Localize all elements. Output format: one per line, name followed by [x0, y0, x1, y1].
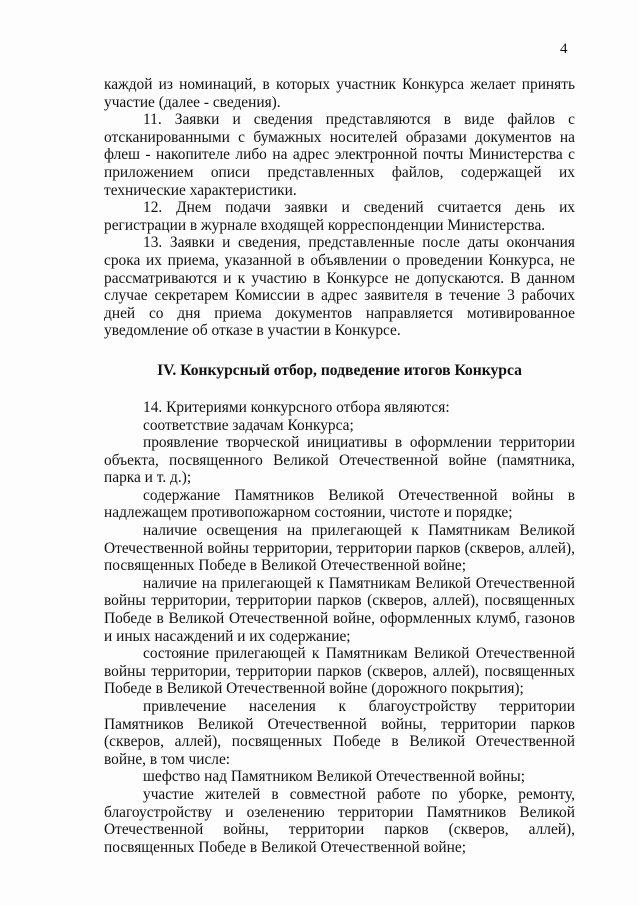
criterion-item: проявление творческой инициативы в оформлении территории объекта, посвященного Великой Отечественной войне (памятника, парка и т. д.);	[104, 434, 575, 487]
criterion-item: состояние прилегающей к Памятникам Великой Отечественной войны территории, территории парков (скверов, аллей), посвященных Победе в Великой Отечественной войне (дорожного покрытия);	[104, 645, 575, 698]
criterion-item: содержание Памятников Великой Отечественной войны в надлежащем противопожарном состоянии, чистоте и порядке;	[104, 486, 575, 522]
document-body	[104, 76, 575, 856]
section-heading: IV. Конкурсный отбор, подведение итогов Конкурса	[157, 361, 522, 379]
paragraph-nominations-continuation: каждой из номинаций, в которых участник Конкурса желает принять участие (далее - сведения).	[104, 76, 575, 111]
paragraph-11: 11. Заявки и сведения представляются в виде файлов с отсканированными с бумажных носителей образами документов на флеш - накопителе либо на адрес электронной почты Министерства с приложением описи представленных файлов, содержащей их технические характеристики.	[104, 111, 575, 199]
criterion-item: привлечение населения к благоустройству территории Памятников Великой Отечественной войны, территории парков (скверов, аллей), посвященных Победе в Великой Отечественной войне, в том числе:	[104, 698, 575, 768]
criterion-item: соответствие задачам Конкурса;	[143, 416, 354, 434]
criterion-subitem: шефство над Памятником Великой Отечественной войны;	[143, 768, 525, 786]
criterion-item: наличие на прилегающей к Памятникам Великой Отечественной войны территории, территории парков (скверов, аллей), посвященных Победе в Великой Отечественной войне, оформленных клумб, газонов и иных насаждений и их содержание;	[104, 574, 575, 645]
paragraph-13: 13. Заявки и сведения, представленные после даты окончания срока их приема, указанной в объявлении о проведении Конкурса, не рассматриваются и к участию в Конкурсе не допускаются. В данном случае секретарем Комиссии в адрес заявителя в течение 3 рабочих дней со дня приема документов направляется мотивированное уведомление об отказе в участии в Конкурсе.	[104, 234, 575, 340]
paragraph-12: 12. Днем подачи заявки и сведений считается день их регистрации в журнале входящей корреспонденции Министерства.	[104, 199, 575, 234]
criterion-subitem: участие жителей в совместной работе по уборке, ремонту, благоустройству и озеленению территории Памятников Великой Отечественной войны, территории парков (скверов, аллей), посвященных Победе в Великой Отечественной войне;	[104, 785, 575, 856]
page-number: 4	[560, 41, 568, 57]
paragraph-14: 14. Критериями конкурсного отбора являются:	[143, 398, 450, 416]
criterion-item: наличие освещения на прилегающей к Памятникам Великой Отечественной войны территории, территории парков (скверов, аллей), посвященных Победе в Великой Отечественной войне;	[104, 522, 575, 575]
